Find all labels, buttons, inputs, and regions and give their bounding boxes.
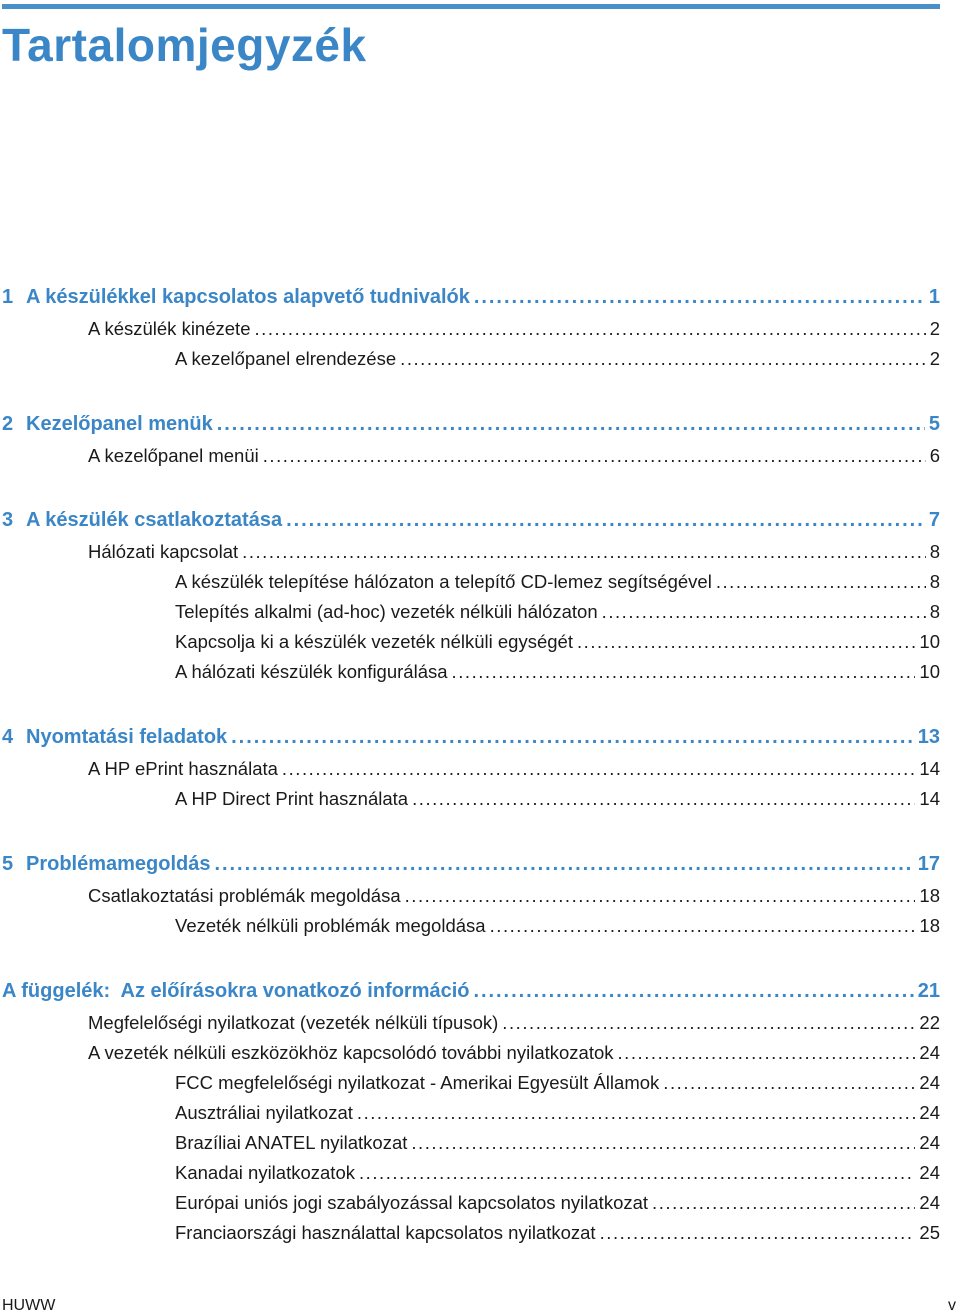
dot-leader xyxy=(286,505,925,535)
toc-chapter-title-text: Nyomtatási feladatok xyxy=(26,726,228,748)
top-rule xyxy=(2,4,940,9)
toc-entry[interactable] xyxy=(88,1008,940,1038)
toc-page-number: 17 xyxy=(917,853,940,875)
toc-page-number: 8 xyxy=(929,601,940,622)
toc-chapter-title xyxy=(2,282,470,312)
toc-entry-title: Kapcsolja ki a készülék vezeték nélküli egységét xyxy=(175,631,573,652)
toc-chapter-title-text: Kezelőpanel menük xyxy=(26,413,213,435)
toc-entry[interactable] xyxy=(175,911,940,941)
toc-entry-title: Telepítés alkalmi (ad-hoc) vezeték nélküli hálózaton xyxy=(175,601,598,622)
toc-entry[interactable] xyxy=(175,1098,940,1128)
dot-leader xyxy=(359,1158,915,1188)
toc-entry-title: Brazíliai ANATEL nyilatkozat xyxy=(175,1132,408,1153)
toc-entry[interactable] xyxy=(175,784,940,814)
toc-chapter-title xyxy=(2,722,227,752)
toc-page-number: 2 xyxy=(929,348,940,369)
dot-leader xyxy=(231,722,914,752)
toc-entry-title: Csatlakoztatási problémák megoldása xyxy=(88,885,401,906)
dot-leader xyxy=(652,1188,915,1218)
toc-entry[interactable] xyxy=(88,1038,940,1068)
dot-leader xyxy=(618,1038,916,1068)
toc-entry-title: A kezelőpanel elrendezése xyxy=(175,348,397,369)
dot-leader xyxy=(254,314,925,344)
toc-chapter-title-text: A készülék csatlakoztatása xyxy=(26,509,283,531)
toc-chapter-title-text: A függelék: Az előírásokra vonatkozó információ xyxy=(2,980,470,1002)
toc-entry[interactable] xyxy=(175,1128,940,1158)
toc-page-number: 2 xyxy=(929,318,940,339)
toc-entry-title: Franciaországi használattal kapcsolatos nyilatkozat xyxy=(175,1222,596,1243)
toc-page-number: 21 xyxy=(917,980,940,1002)
dot-leader xyxy=(577,627,915,657)
toc-chapter-title-text: A készülékkel kapcsolatos alapvető tudnivalók xyxy=(26,286,470,308)
toc-entry[interactable] xyxy=(175,657,940,687)
toc-entry-title: A kezelőpanel menüi xyxy=(88,445,259,466)
toc-entry-title: FCC megfelelőségi nyilatkozat - Amerikai Egyesült Államok xyxy=(175,1072,660,1093)
toc-page-number: 24 xyxy=(919,1132,940,1153)
dot-leader xyxy=(600,1218,916,1248)
toc-page-number: 10 xyxy=(919,661,940,682)
dot-leader xyxy=(490,911,916,941)
toc-chapter[interactable] xyxy=(2,722,940,752)
toc-entry-title: Kanadai nyilatkozatok xyxy=(175,1162,355,1183)
page-title: Tartalomjegyzék xyxy=(2,19,367,71)
dot-leader xyxy=(215,849,914,879)
dot-leader xyxy=(357,1098,916,1128)
toc-entry[interactable] xyxy=(88,441,940,471)
toc-page-number: 10 xyxy=(919,631,940,652)
toc-entry-title: A HP Direct Print használata xyxy=(175,788,409,809)
dot-leader xyxy=(502,1008,915,1038)
toc-page-number: 13 xyxy=(917,726,940,748)
toc-chapter-title xyxy=(2,849,211,879)
dot-leader xyxy=(716,567,926,597)
toc-entry[interactable] xyxy=(175,1068,940,1098)
toc-chapter[interactable] xyxy=(2,976,940,1006)
toc-chapter-number: 5 xyxy=(2,853,14,875)
toc-chapter-title xyxy=(2,976,470,1006)
toc-entry-title: A készülék telepítése hálózaton a telepítő CD-lemez segítségével xyxy=(175,571,712,592)
toc-entry-title: A hálózati készülék konfigurálása xyxy=(175,661,448,682)
toc-chapter-number: 4 xyxy=(2,726,14,748)
toc-entry[interactable] xyxy=(175,344,940,374)
dot-leader xyxy=(263,441,926,471)
toc-chapter-number: 2 xyxy=(2,413,14,435)
toc-page-number: 14 xyxy=(919,788,940,809)
toc-entry[interactable] xyxy=(175,627,940,657)
toc-entry[interactable] xyxy=(175,597,940,627)
dot-leader xyxy=(411,1128,915,1158)
toc-page-number: 22 xyxy=(919,1012,940,1033)
toc-chapter[interactable] xyxy=(2,409,940,439)
dot-leader xyxy=(400,344,926,374)
dot-leader xyxy=(217,409,925,439)
toc-chapter[interactable] xyxy=(2,282,940,312)
footer-left: HUWW xyxy=(2,1297,56,1314)
toc-page-number: 5 xyxy=(928,413,940,435)
toc-page-number: 18 xyxy=(919,915,940,936)
dot-leader xyxy=(663,1068,915,1098)
toc-entry-title: Hálózati kapcsolat xyxy=(88,541,239,562)
toc-page-number: 24 xyxy=(919,1162,940,1183)
toc-page-number: 24 xyxy=(919,1042,940,1063)
dot-leader xyxy=(282,754,916,784)
toc-entry-title: A HP ePrint használata xyxy=(88,758,278,779)
toc-chapter[interactable] xyxy=(2,849,940,879)
dot-leader xyxy=(242,537,926,567)
dot-leader xyxy=(474,976,914,1006)
toc-entry-title: Megfelelőségi nyilatkozat (vezeték nélküli típusok) xyxy=(88,1012,499,1033)
toc-entry[interactable] xyxy=(175,1218,940,1248)
toc-entry[interactable] xyxy=(88,881,940,911)
toc-chapter-number: 1 xyxy=(2,286,14,308)
toc-entry-title: Vezeték nélküli problémák megoldása xyxy=(175,915,486,936)
toc-entry[interactable] xyxy=(88,754,940,784)
toc-entry-title: A vezeték nélküli eszközökhöz kapcsolódó további nyilatkozatok xyxy=(88,1042,614,1063)
dot-leader xyxy=(405,881,916,911)
toc-entry-title: Ausztráliai nyilatkozat xyxy=(175,1102,353,1123)
toc-page-number: 8 xyxy=(929,571,940,592)
toc-page-number: 14 xyxy=(919,758,940,779)
toc-entry-title: Európai uniós jogi szabályozással kapcsolatos nyilatkozat xyxy=(175,1192,649,1213)
toc-entry[interactable] xyxy=(175,1188,940,1218)
toc-chapter-title xyxy=(2,409,213,439)
toc-page-number: 6 xyxy=(929,445,940,466)
dot-leader xyxy=(452,657,916,687)
dot-leader xyxy=(412,784,915,814)
dot-leader xyxy=(602,597,926,627)
toc-page-number: 24 xyxy=(919,1102,940,1123)
toc-page-number: 25 xyxy=(919,1222,940,1243)
toc-chapter[interactable] xyxy=(2,505,940,535)
toc-chapter-title-text: Problémamegoldás xyxy=(26,853,211,875)
toc-entry[interactable] xyxy=(175,1158,940,1188)
toc-chapter-title xyxy=(2,505,282,535)
toc-page-number: 8 xyxy=(929,541,940,562)
toc-page-number: 24 xyxy=(919,1192,940,1213)
toc-entry[interactable] xyxy=(88,314,940,344)
toc-page-number: 7 xyxy=(928,509,940,531)
dot-leader xyxy=(474,282,925,312)
toc-entry-title: A készülék kinézete xyxy=(88,318,251,339)
toc-page-number: 18 xyxy=(919,885,940,906)
toc-entry[interactable] xyxy=(175,567,940,597)
toc-entry[interactable] xyxy=(88,537,940,567)
footer-page-number: v xyxy=(948,1297,956,1314)
toc-page-number: 1 xyxy=(928,286,940,308)
toc-page-number: 24 xyxy=(919,1072,940,1093)
toc-chapter-number: 3 xyxy=(2,509,14,531)
